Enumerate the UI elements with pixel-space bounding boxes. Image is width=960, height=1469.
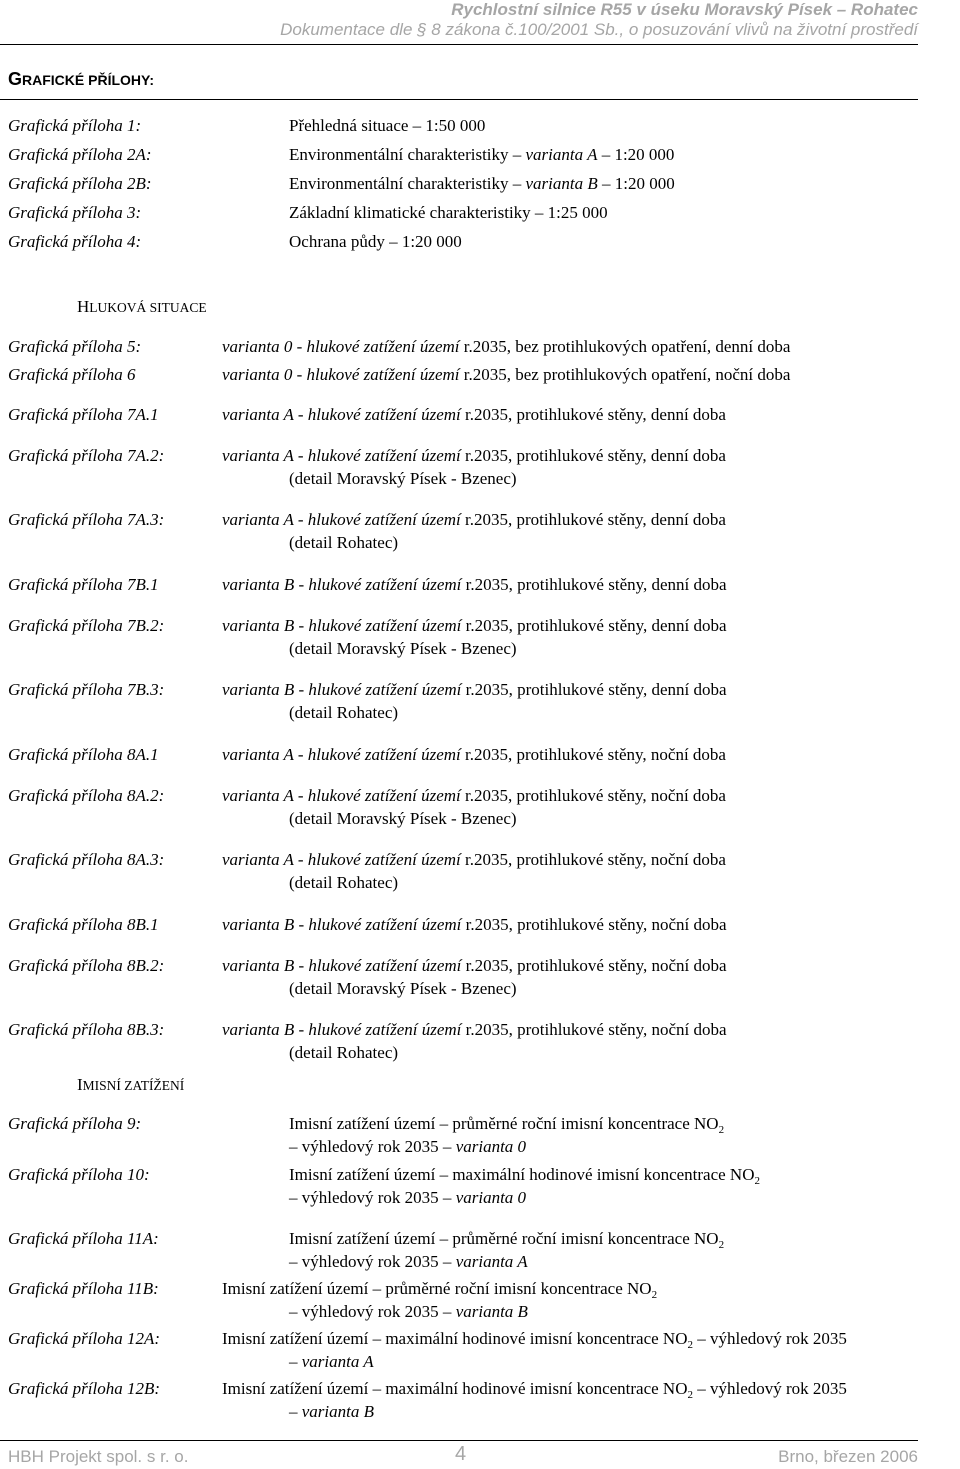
attachment-description-line2 bbox=[289, 1137, 526, 1157]
subscript: 2 bbox=[687, 1389, 693, 1401]
variant-label: varianta A bbox=[525, 145, 598, 164]
description-rest: r.2035, protihlukové stěny, denní doba bbox=[465, 680, 727, 699]
footer-company: HBH Projekt spol. s r. o. bbox=[8, 1447, 189, 1466]
description-main: lukové zatížení území bbox=[316, 786, 466, 805]
attachment-description bbox=[222, 1020, 727, 1040]
description-rest: r.2035, protihlukové stěny, denní doba bbox=[465, 446, 726, 465]
attachment-label: Grafická příloha 10: bbox=[8, 1165, 150, 1184]
description-text: Environmentální charakteristiky – bbox=[289, 145, 526, 164]
attachment-description-line2 bbox=[289, 1402, 374, 1422]
description-detail: (detail Moravský Písek - Bzenec) bbox=[289, 979, 517, 998]
attachment-label: Grafická příloha 12B: bbox=[8, 1379, 161, 1398]
header-title: Rychlostní silnice R55 v úseku Moravský Písek – Rohatec bbox=[451, 0, 918, 19]
description-detail: (detail Rohatec) bbox=[289, 533, 399, 552]
subscript: 2 bbox=[718, 1124, 725, 1136]
scale-text: – 1:20 000 bbox=[597, 145, 675, 164]
description-main: lukové zatížení území bbox=[316, 1020, 466, 1039]
description-text: Imisní zatížení území – maximální hodinové imisní koncentrace NO bbox=[222, 1329, 688, 1348]
scale-text: – 1:20 000 bbox=[597, 174, 675, 193]
description-detail: (detail Moravský Písek - Bzenec) bbox=[289, 639, 517, 658]
subscript: 2 bbox=[687, 1339, 693, 1351]
description-text: Imisní zatížení území – maximální hodinové imisní koncentrace NO bbox=[222, 1379, 688, 1398]
variant-label: varianta 0 bbox=[455, 1188, 527, 1207]
attachment-description bbox=[222, 1379, 847, 1399]
description-detail: (detail Rohatec) bbox=[289, 873, 399, 892]
attachment-label: Grafická příloha 8A.2: bbox=[8, 786, 165, 805]
description-rest: r.2035, protihlukové stěny, noční doba bbox=[465, 850, 726, 869]
attachment-description: Základní klimatické charakteristiky – 1:25 000 bbox=[289, 203, 608, 222]
attachment-description: Ochrana půdy – 1:20 000 bbox=[289, 232, 462, 251]
page-title: GRAFICKÉ PŘÍLOHY: bbox=[8, 69, 154, 89]
forecast-year: – výhledový rok 2035 – bbox=[289, 1137, 456, 1156]
attachment-description bbox=[222, 915, 727, 935]
attachment-description bbox=[289, 145, 674, 165]
variant-label: varianta 0 bbox=[455, 1137, 527, 1156]
attachment-description bbox=[222, 616, 727, 636]
description-initial: h bbox=[308, 616, 317, 635]
description-initial: h bbox=[306, 337, 316, 356]
variant-label: varianta A bbox=[455, 1252, 528, 1271]
header-subtitle: Dokumentace dle § 8 zákona č.100/2001 Sb., o posuzování vlivů na životní prostředí bbox=[280, 20, 918, 39]
description-main: lukové zatížení území bbox=[315, 337, 464, 356]
attachment-description bbox=[222, 337, 790, 357]
description-initial: h bbox=[308, 956, 317, 975]
description-main: lukové zatížení území bbox=[316, 915, 466, 934]
description-rest: r.2035, protihlukové stěny, denní doba bbox=[465, 510, 726, 529]
variant-label: varianta A - bbox=[222, 405, 308, 424]
variant-label: varianta 0 - bbox=[222, 365, 307, 384]
description-initial: h bbox=[307, 405, 317, 424]
attachment-description-line2 bbox=[289, 1188, 526, 1208]
description-detail: (detail Moravský Písek - Bzenec) bbox=[289, 809, 517, 828]
attachment-description bbox=[222, 850, 726, 870]
description-rest: r.2035, protihlukové stěny, denní doba bbox=[465, 405, 726, 424]
variant-label: varianta B - bbox=[222, 956, 309, 975]
forecast-year: – výhledový rok 2035 – bbox=[289, 1302, 456, 1321]
description-rest: r.2035, protihlukové stěny, denní doba bbox=[465, 616, 727, 635]
description-text: Imisní zatížení území – průměrné roční imisní koncentrace NO bbox=[289, 1229, 719, 1248]
variant-label: varianta A - bbox=[222, 510, 308, 529]
subscript: 2 bbox=[718, 1239, 725, 1251]
attachment-label: Grafická příloha 1: bbox=[8, 116, 142, 135]
attachment-label: Grafická příloha 8B.1 bbox=[8, 915, 159, 934]
description-initial: h bbox=[306, 365, 316, 384]
footer-rule bbox=[0, 1440, 918, 1441]
attachment-label: Grafická příloha 7A.1 bbox=[8, 405, 159, 424]
description-main: lukové zatížení území bbox=[316, 680, 466, 699]
attachment-description bbox=[222, 446, 726, 466]
forecast-year: – výhledový rok 2035 – bbox=[289, 1252, 456, 1271]
variant-label: varianta A - bbox=[222, 745, 308, 764]
description-main: lukové zatížení území bbox=[316, 510, 466, 529]
attachment-label: Grafická příloha 8B.2: bbox=[8, 956, 165, 975]
description-rest: r.2035, bez protihlukových opatření, denní doba bbox=[463, 337, 791, 356]
variant-label: varianta 0 - bbox=[222, 337, 307, 356]
variant-label: varianta B - bbox=[222, 575, 309, 594]
attachment-description bbox=[289, 1229, 724, 1249]
attachment-label: Grafická příloha 7B.3: bbox=[8, 680, 165, 699]
attachment-label: Grafická příloha 4: bbox=[8, 232, 142, 251]
attachment-description bbox=[222, 510, 726, 530]
variant-label: varianta B bbox=[525, 174, 598, 193]
attachment-description bbox=[222, 1279, 657, 1299]
variant-label: varianta A - bbox=[222, 850, 308, 869]
attachment-label: Grafická příloha 2B: bbox=[8, 174, 152, 193]
variant-label: varianta B - bbox=[222, 616, 309, 635]
description-text: Environmentální charakteristiky – bbox=[289, 174, 526, 193]
attachment-label: Grafická příloha 12A: bbox=[8, 1329, 161, 1348]
description-detail: (detail Rohatec) bbox=[289, 703, 399, 722]
description-detail: (detail Moravský Písek - Bzenec) bbox=[289, 469, 517, 488]
attachment-label: Grafická příloha 3: bbox=[8, 203, 142, 222]
variant-label: varianta A bbox=[301, 1352, 374, 1371]
variant-label: varianta A - bbox=[222, 446, 308, 465]
forecast-year: – bbox=[289, 1402, 302, 1421]
description-rest: r.2035, protihlukové stěny, denní doba bbox=[465, 575, 727, 594]
attachment-label: Grafická příloha 5: bbox=[8, 337, 142, 356]
attachment-label: Grafická příloha 11B: bbox=[8, 1279, 159, 1298]
attachment-label: Grafická příloha 8B.3: bbox=[8, 1020, 165, 1039]
variant-label: varianta B - bbox=[222, 915, 309, 934]
description-rest: r.2035, protihlukové stěny, noční doba bbox=[465, 786, 726, 805]
description-rest: r.2035, protihlukové stěny, noční doba bbox=[465, 956, 727, 975]
description-rest: r.2035, protihlukové stěny, noční doba bbox=[465, 1020, 727, 1039]
variant-label: varianta B bbox=[301, 1402, 374, 1421]
attachment-description bbox=[222, 956, 727, 976]
attachment-description bbox=[222, 1329, 847, 1349]
subscript: 2 bbox=[754, 1175, 760, 1187]
description-main: lukové zatížení území bbox=[316, 616, 466, 635]
attachment-label: Grafická příloha 9: bbox=[8, 1114, 142, 1133]
description-tail: – výhledový rok 2035 bbox=[692, 1329, 847, 1348]
attachment-description bbox=[222, 745, 726, 765]
description-rest: r.2035, protihlukové stěny, noční doba bbox=[465, 745, 726, 764]
section-noise-heading: HLUKOVÁ SITUACE bbox=[77, 297, 207, 316]
footer-date: Brno, březen 2006 bbox=[778, 1447, 918, 1466]
attachment-description bbox=[222, 405, 726, 425]
description-initial: h bbox=[307, 850, 317, 869]
variant-label: varianta B bbox=[455, 1302, 528, 1321]
variant-label: varianta A - bbox=[222, 786, 308, 805]
subscript: 2 bbox=[651, 1289, 658, 1301]
attachment-label: Grafická příloha 11A: bbox=[8, 1229, 159, 1248]
description-initial: h bbox=[307, 510, 317, 529]
attachment-description-line2 bbox=[289, 1352, 374, 1372]
attachment-description bbox=[289, 174, 675, 194]
attachment-description bbox=[222, 575, 727, 595]
attachment-label: Grafická příloha 8A.1 bbox=[8, 745, 159, 764]
description-detail: (detail Rohatec) bbox=[289, 1043, 399, 1062]
description-text: Imisní zatížení území – maximální hodinové imisní koncentrace NO bbox=[289, 1165, 755, 1184]
attachment-label: Grafická příloha 7B.2: bbox=[8, 616, 165, 635]
attachment-description-line2 bbox=[289, 1302, 528, 1322]
attachment-label: Grafická příloha 2A: bbox=[8, 145, 152, 164]
description-main: lukové zatížení území bbox=[316, 405, 466, 424]
description-main: lukové zatížení území bbox=[316, 745, 466, 764]
attachment-label: Grafická příloha 6 bbox=[8, 365, 136, 384]
description-tail: – výhledový rok 2035 bbox=[692, 1379, 847, 1398]
description-initial: h bbox=[307, 745, 317, 764]
title-rule bbox=[0, 99, 918, 100]
description-initial: h bbox=[307, 786, 317, 805]
attachment-label: Grafická příloha 8A.3: bbox=[8, 850, 165, 869]
description-rest: r.2035, bez protihlukových opatření, noční doba bbox=[463, 365, 791, 384]
attachment-description bbox=[222, 680, 727, 700]
attachment-description bbox=[222, 365, 790, 385]
description-initial: h bbox=[307, 446, 317, 465]
variant-label: varianta B - bbox=[222, 680, 309, 699]
attachment-description bbox=[289, 1165, 760, 1185]
attachment-description: Přehledná situace – 1:50 000 bbox=[289, 116, 486, 135]
description-main: lukové zatížení území bbox=[315, 365, 464, 384]
description-main: lukové zatížení území bbox=[316, 575, 466, 594]
description-text: Imisní zatížení území – průměrné roční imisní koncentrace NO bbox=[289, 1114, 719, 1133]
forecast-year: – bbox=[289, 1352, 302, 1371]
description-rest: r.2035, protihlukové stěny, noční doba bbox=[465, 915, 727, 934]
section-emission-heading: IMISNÍ ZATÍŽENÍ bbox=[77, 1075, 185, 1094]
description-initial: h bbox=[308, 680, 317, 699]
attachment-label: Grafická příloha 7B.1 bbox=[8, 575, 159, 594]
attachment-description-line2 bbox=[289, 1252, 528, 1272]
description-initial: h bbox=[308, 915, 317, 934]
description-main: lukové zatížení území bbox=[316, 956, 466, 975]
attachment-description bbox=[289, 1114, 724, 1134]
description-main: lukové zatížení území bbox=[316, 446, 466, 465]
header-rule bbox=[0, 44, 918, 45]
attachment-label: Grafická příloha 7A.3: bbox=[8, 510, 165, 529]
attachment-description bbox=[222, 786, 726, 806]
attachment-label: Grafická příloha 7A.2: bbox=[8, 446, 165, 465]
description-text: Imisní zatížení území – průměrné roční imisní koncentrace NO bbox=[222, 1279, 652, 1298]
page-number: 4 bbox=[455, 1443, 467, 1465]
description-initial: h bbox=[308, 575, 317, 594]
variant-label: varianta B - bbox=[222, 1020, 309, 1039]
description-main: lukové zatížení území bbox=[316, 850, 466, 869]
description-initial: h bbox=[308, 1020, 317, 1039]
forecast-year: – výhledový rok 2035 – bbox=[289, 1188, 456, 1207]
